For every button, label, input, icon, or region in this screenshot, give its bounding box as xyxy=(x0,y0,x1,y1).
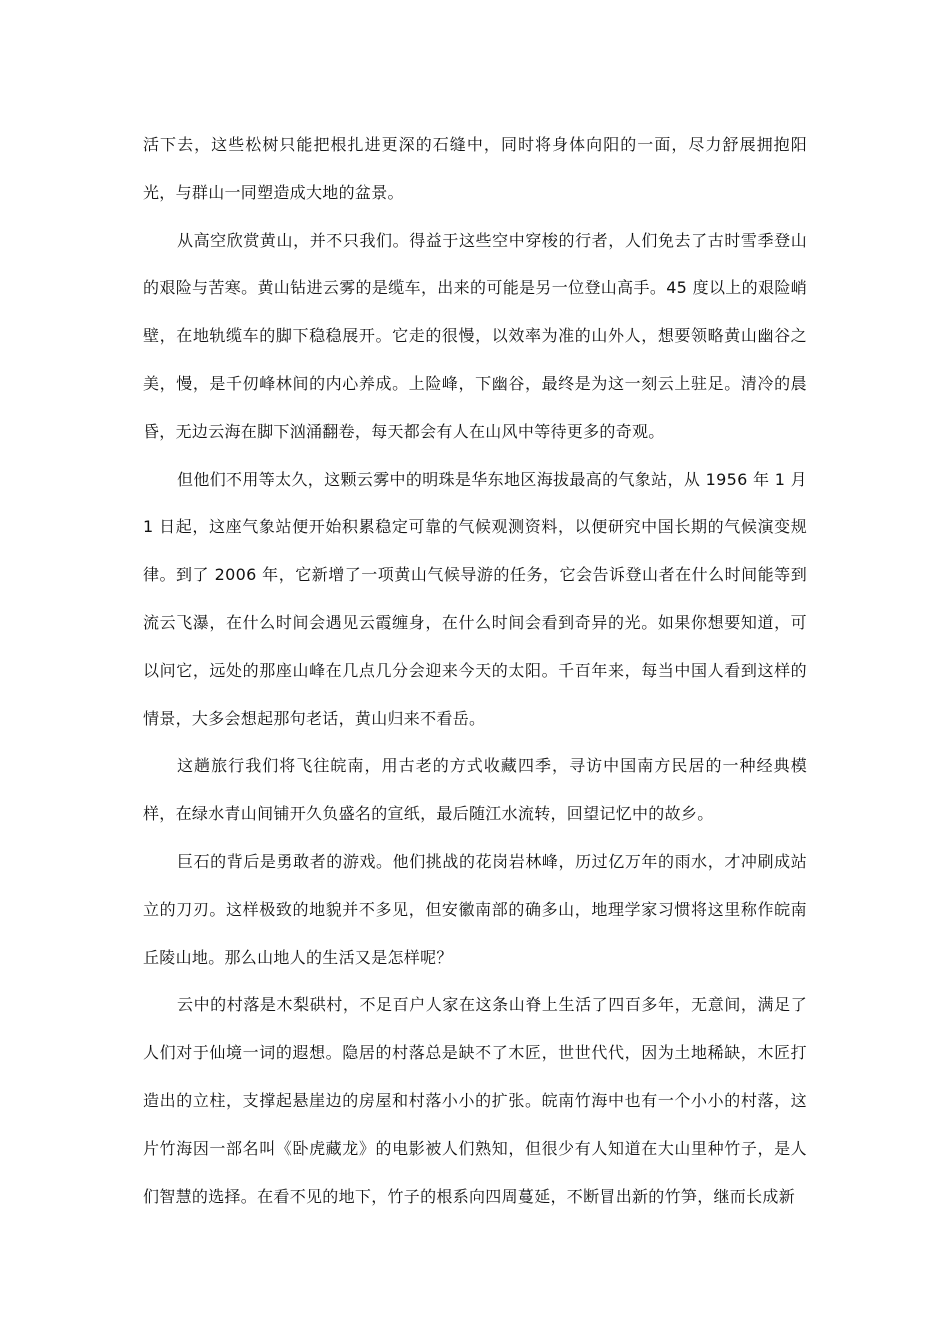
paragraph-mulihong-village: 云中的村落是木梨硔村，不足百户人家在这条山脊上生活了四百多年，无意间，满足了人们对于仙境一词的遐想。隐居的村落总是缺不了木匠，世世代代，因为土地稀缺，木匠打造出的立柱，支撑起悬崖边的房屋和村落小小的扩张。皖南竹海中也有一个小小的村落，这片竹海因一部名叫《卧虎藏龙》的电影被人们熟知，但很少有人知道在大山里种竹子，是人们智慧的选择。在看不见的地下，竹子的根系向四周蔓延，不断冒出新的竹笋，继而长成新 xyxy=(143,995,807,1206)
paragraph-pine-trees: 活下去，这些松树只能把根扎进更深的石缝中，同时将身体向阳的一面，尽力舒展拥抱阳光，与群山一同塑造成大地的盆景。 xyxy=(143,135,807,202)
paragraph-huangshan-cable-car: 从高空欣赏黄山，并不只我们。得益于这些空中穿梭的行者，人们免去了古时雪季登山的艰险与苦寒。黄山钻进云雾的是缆车，出来的可能是另一位登山高手。45 度以上的艰险峭壁，在地轨缆车的脚下稳稳展开。它走的很慢，以效率为准的山外人，想要领略黄山幽谷之美，慢，是千仞峰林间的内心养成。上险峰，下幽谷，最终是为这一刻云上驻足。清冷的晨昏，无边云海在脚下汹涌翻卷，每天都会有人在山风中等待更多的奇观。 xyxy=(143,230,807,441)
paragraph-granite-peaks: 巨石的背后是勇敢者的游戏。他们挑战的花岗岩林峰，历过亿万年的雨水，才冲刷成站立的刀刃。这样极致的地貌并不多见，但安徽南部的确多山，地理学家习惯将这里称作皖南丘陵山地。那么山地人的生活又是怎样呢？ xyxy=(143,851,807,967)
document-body xyxy=(143,121,807,1220)
paragraph-journey-wannan: 这趟旅行我们将飞往皖南，用古老的方式收藏四季，寻访中国南方民居的一种经典模样，在绿水青山间铺开久负盛名的宣纸，最后随江水流转，回望记忆中的故乡。 xyxy=(143,756,807,824)
paragraph-weather-station: 但他们不用等太久，这颗云雾中的明珠是华东地区海拔最高的气象站，从 1956 年 1 月 1 日起，这座气象站便开始积累稳定可靠的气候观测资料，以便研究中国长期的气候演变规律。到了 2006 年，它新增了一项黄山气候导游的任务，它会告诉登山者在什么时间能等到流云飞瀑，在什么时间会遇见云霞缠身，在什么时间会看到奇异的光。如果你想要知道，可以问它，远处的那座山峰在几点几分会迎来今天的太阳。千百年来，每当中国人看到这样的情景，大多会想起那句老话，黄山归来不看岳。 xyxy=(143,469,807,728)
